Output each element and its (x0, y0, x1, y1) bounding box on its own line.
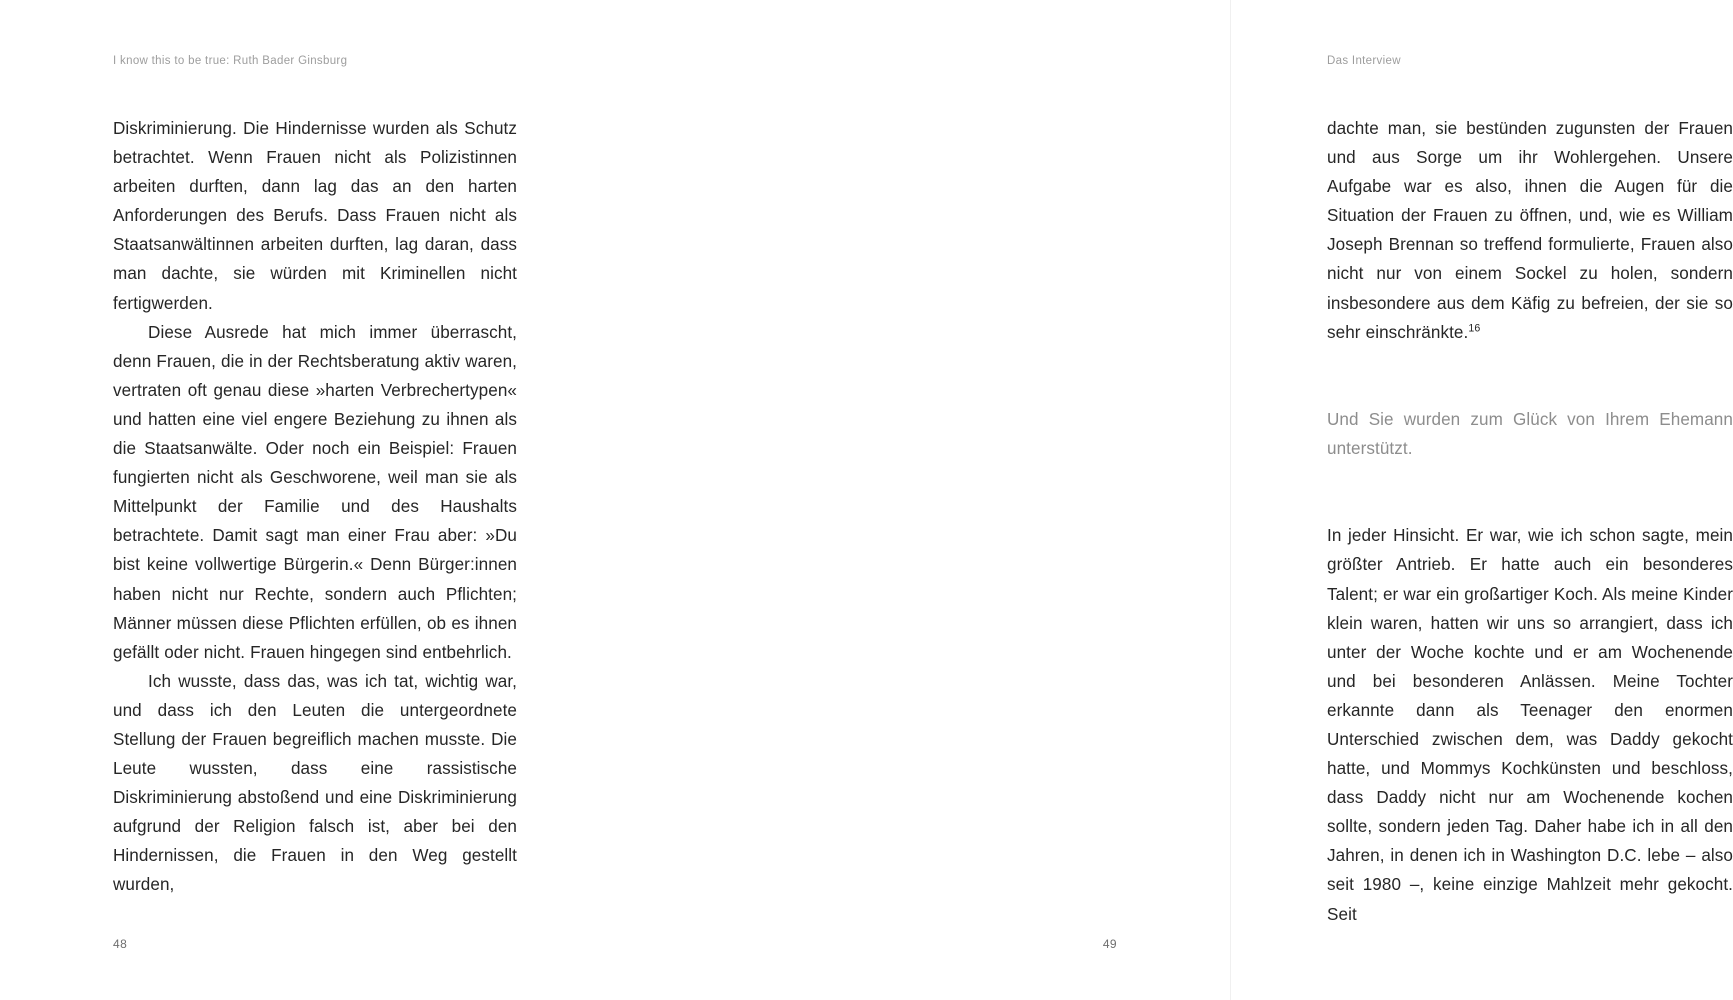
paragraph: Ich wusste, dass das, was ich tat, wichtig war, und dass ich den Leuten die untergeordnete Stellung der Frauen begreiflich machen musste. Die Leute wussten, dass eine rassistische Diskriminierung abstoßend und eine Diskriminierung aufgrund der Religion falsch ist, aber bei den Hindernissen, die Frauen in den Weg gestellt wurden, (113, 671, 517, 895)
page-right (616, 0, 1733, 1000)
body-text-right (1327, 114, 1733, 929)
paragraph: Diskriminierung. Die Hindernisse wurden als Schutz betrachtet. Wenn Frauen nicht als Polizistinnen arbeiten durften, dann lag das an den harten Anforderungen des Berufs. Dass Frauen nicht als Staatsanwältinnen arbeiten durften, lag daran, dass man dachte, sie würden mit Kriminellen nicht fertigwerden. (113, 119, 517, 313)
paragraph-spacer (1327, 463, 1733, 521)
footnote-marker: 16 (1468, 321, 1481, 334)
paragraph-spacer (1327, 347, 1733, 405)
page-number-left: 48 (113, 937, 128, 951)
body-text-left (113, 114, 517, 900)
interviewer-question: Und Sie wurden zum Glück von Ihrem Ehemann unterstützt. (1327, 409, 1733, 459)
page-number-right: 49 (1102, 937, 1117, 951)
page-left (0, 0, 616, 1000)
paragraph: Diese Ausrede hat mich immer überrascht, denn Frauen, die in der Rechtsberatung aktiv waren, vertraten oft genau diese »harten Verbrechertypen« und hatten eine viel engere Beziehung zu ihnen als die Staatsanwälte. Oder noch ein Beispiel: Frauen fungierten nicht als Geschworene, weil man sie als Mittelpunkt der Familie und des Haushalts betrachtete. Damit sagt man einer Frau aber: »Du bist keine vollwertige Bürgerin.« Denn Bürger:innen haben nicht nur Rechte, sondern auch Pflichten; Männer müssen diese Pflichten erfüllen, ob es ihnen gefällt oder nicht. Frauen hingegen sind entbehrlich. (113, 322, 517, 662)
page-edge-hairline (1230, 0, 1231, 1000)
paragraph-continued-text: dachte man, sie bestünden zugunsten der Frauen und aus Sorge um ihr Wohlergehen. Unsere Aufgabe war es also, ihnen die Augen für die Situation der Frauen zu öffnen, und, wie es William Joseph Brennan so treffend formulierte, Frauen also nicht nur von einem Sockel zu holen, sondern insbesondere aus dem Käfig zu befreien, der sie so sehr einschränkte. (1327, 119, 1733, 342)
interviewee-answer: In jeder Hinsicht. Er war, wie ich schon sagte, mein größter Antrieb. Er hatte auch ein besonderes Talent; er war ein großartiger Koch. Als meine Kinder klein waren, hatten wir uns so arrangiert, dass ich unter der Woche kochte und er am Wochenende und bei besonderen Anlässen. Meine Tochter erkannte dann als Teenager den enormen Unterschied zwischen dem, was Daddy gekocht hatte, und Mommys Kochkünsten und beschloss, dass Daddy nicht nur am Wochenende kochen sollte, sondern jeden Tag. Daher habe ich in all den Jahren, in denen ich in Washington D.C. lebe – also seit 1980 –, keine einzige Mahlzeit mehr gekocht. Seit (1327, 526, 1733, 924)
running-head-left: I know this to be true: Ruth Bader Ginsburg (113, 55, 348, 67)
running-head-right: Das Interview (1327, 55, 1401, 67)
paragraph-continued (1327, 114, 1733, 347)
